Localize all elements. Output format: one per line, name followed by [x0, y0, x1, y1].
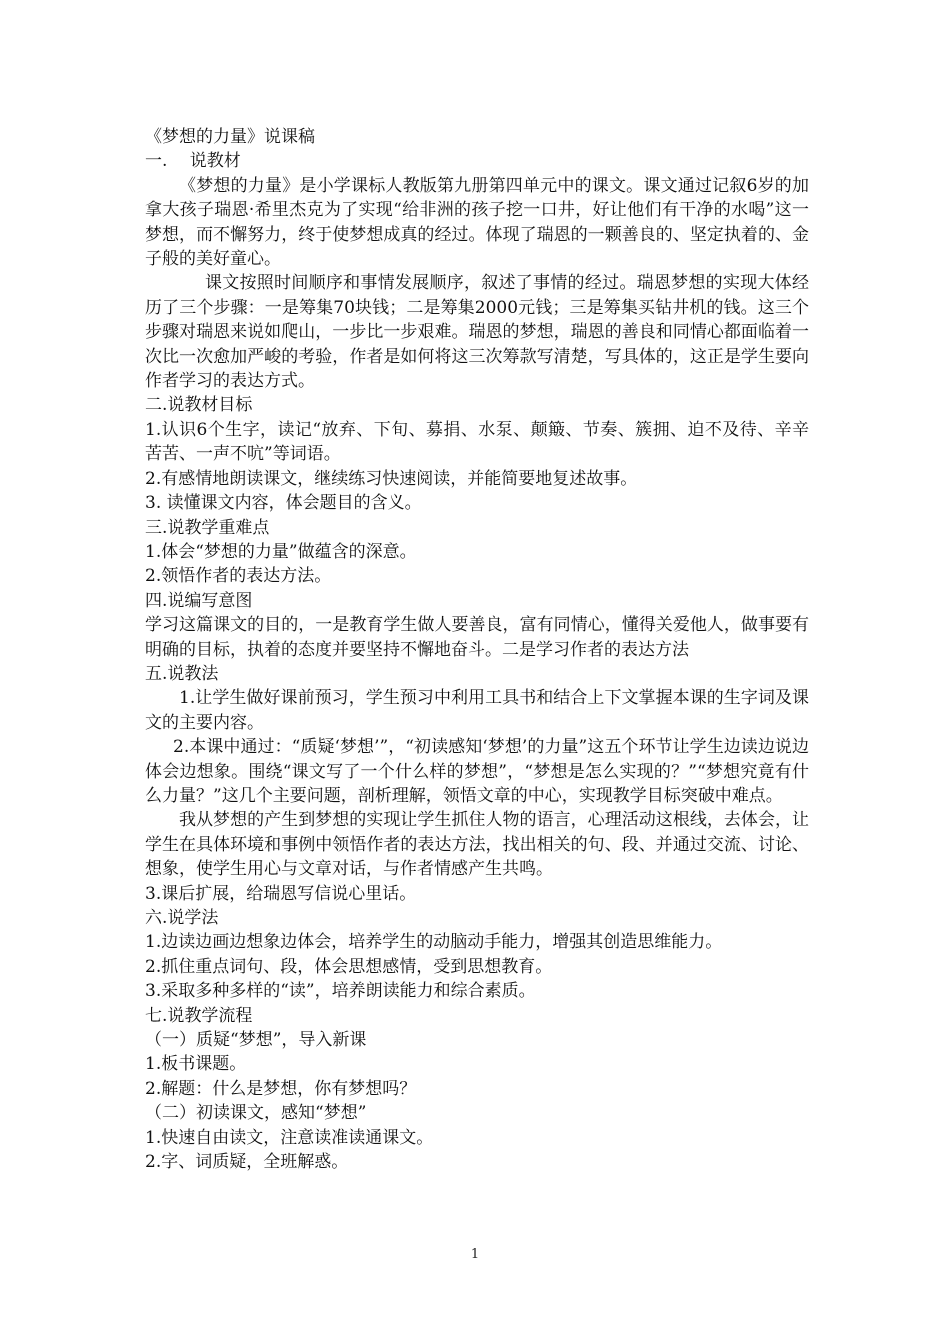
list-item: 1.认识6个生字，读记“放弃、下旬、募捐、水泵、颠簸、节奏、簇拥、迫不及待、辛辛苦苦、一声不吭”等词语。 [145, 419, 809, 465]
section-heading-1: 一. 说教材 [145, 151, 241, 172]
list-item: 1.边读边画边想象边体会，培养学生的动脑动手能力，增强其创造思维能力。 [145, 932, 723, 953]
list-item: 2.有感情地朗读课文，继续练习快速阅读，并能简要地复述故事。 [145, 468, 638, 489]
list-item: 2.字、词质疑，全班解惑。 [145, 1152, 349, 1173]
list-item: 2.解题：什么是梦想，你有梦想吗？ [145, 1078, 417, 1099]
section-heading-3: 三.说教学重难点 [145, 517, 270, 538]
paragraph: 2.本课中通过：“质疑‘梦想’”，“初读感知‘梦想’的力量”这五个环节让学生边读边说边体会边想象。围绕“课文写了一个什么样的梦想”，“梦想是怎么实现的？”“梦想究竟有什么力量？”这几个主要问题，剖析理解，领悟文章的中心，实现教学目标突破中难点。 [145, 737, 809, 806]
section-heading-5: 五.说教法 [145, 663, 219, 684]
list-item: 2.抓住重点词句、段，体会思想感情，受到思想教育。 [145, 956, 553, 977]
paragraph: 1.让学生做好课前预习，学生预习中利用工具书和结合上下文掌握本课的生字词及课文的主要内容。 [145, 688, 809, 733]
list-item: 1.体会“梦想的力量”做蕴含的深意。 [145, 541, 417, 562]
paragraph: 《梦想的力量》是小学课标人教版第九册第四单元中的课文。课文通过记叙6岁的加拿大孩子瑞恩·希里杰克为了实现“给非洲的孩子挖一口井，好让他们有干净的水喝”这一梦想，而不懈努力，终于使梦想成真的经过。体现了瑞恩的一颗善良的、坚定执着的、金子般的美好童心。 [145, 175, 809, 270]
section-heading-6: 六.说学法 [145, 908, 219, 928]
paragraph: 3.课后扩展，给瑞恩写信说心里话。 [145, 883, 417, 904]
list-item: 3. 读懂课文内容，体会题目的含义。 [145, 493, 422, 514]
list-item: 3.采取多种多样的“读”，培养朗读能力和综合素质。 [145, 981, 536, 1002]
paragraph: 课文按照时间顺序和事情发展顺序，叙述了事情的经过。瑞恩梦想的实现大体经历了三个步骤：一是筹集70块钱；二是筹集2000元钱；三是筹集买钻井机的钱。这三个步骤对瑞恩来说如爬山，一步比一步艰难。瑞恩的梦想，瑞恩的善良和同情心都面临着一次比一次愈加严峻的考验，作者是如何将这三次筹款写清楚，写具体的，这正是学生要向作者学习的表达方式。 [145, 273, 809, 392]
list-item: 2.领悟作者的表达方法。 [145, 566, 332, 587]
paragraph: 学习这篇课文的目的，一是教育学生做人要善良，富有同情心，懂得关爱他人，做事要有明确的目标，执着的态度并要坚持不懈地奋斗。二是学习作者的表达方法 [145, 615, 809, 660]
section-heading-2: 二.说教材目标 [145, 395, 253, 416]
page-number: 1 [470, 1247, 480, 1262]
list-item: 1.板书课题。 [145, 1054, 247, 1075]
section-heading-7: 七.说教学流程 [145, 1005, 253, 1026]
subsection-heading: （一）质疑“梦想”，导入新课 [145, 1030, 367, 1051]
list-item: 1.快速自由读文，注意读准读通课文。 [145, 1127, 434, 1148]
document-body [145, 125, 809, 1174]
section-heading-4: 四.说编写意图 [145, 590, 253, 611]
document-title: 《梦想的力量》说课稿 [145, 127, 315, 147]
paragraph: 我从梦想的产生到梦想的实现让学生抓住人物的语言，心理活动这根线，去体会，让学生在具体环境和事例中领悟作者的表达方法，找出相关的句、段、并通过交流、讨论、想象，使学生用心与文章对话，与作者情感产生共鸣。 [145, 810, 809, 880]
subsection-heading: （二）初读课文，感知“梦想” [145, 1103, 367, 1124]
